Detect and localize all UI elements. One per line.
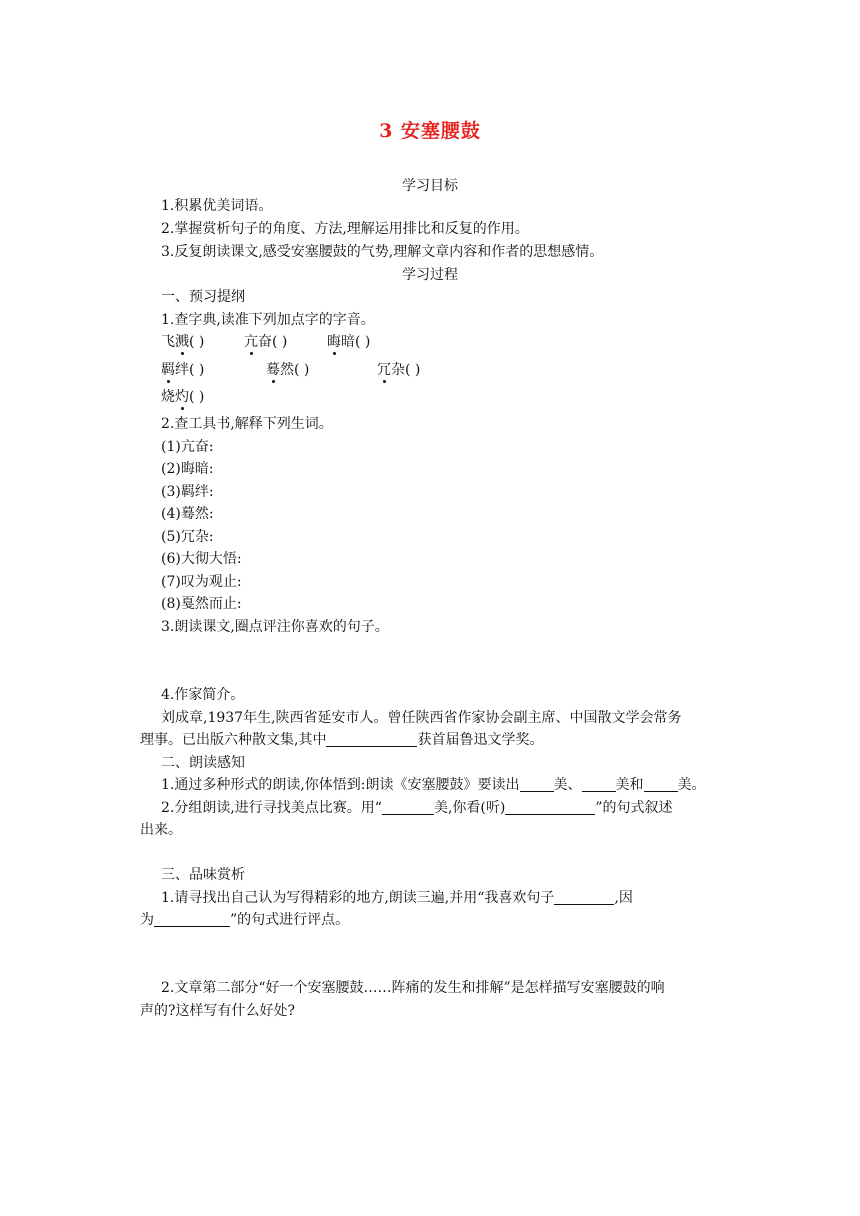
word-item: (4)蓦然: <box>161 506 214 522</box>
section-2-heading: 二、朗读感知 <box>161 755 245 771</box>
goal-2: 2.掌握赏析句子的角度、方法,理解运用排比和反复的作用。 <box>161 221 529 237</box>
question-3-1-cont: 为 ”的句式进行评点。 <box>140 912 350 928</box>
word-item: (1)亢奋: <box>161 439 214 455</box>
author-bio-line-2: 理事。已出版六种散文集,其中 获首届鲁迅文学奖。 <box>140 732 544 748</box>
goals-heading: 学习目标 <box>402 178 458 194</box>
question-2-2-cont: 出来。 <box>140 822 182 838</box>
question-1-1: 1.查字典,读准下列加点字的字音。 <box>161 312 375 328</box>
process-heading: 学习过程 <box>402 267 458 283</box>
pinyin-item: 羁绊( ) <box>161 362 205 378</box>
question-1-4: 4.作家简介。 <box>161 687 245 703</box>
fill-blank <box>154 912 230 927</box>
goal-3: 3.反复朗读课文,感受安塞腰鼓的气势,理解文章内容和作者的思想感情。 <box>161 244 604 260</box>
question-1-2: 2.查工具书,解释下列生词。 <box>161 416 333 432</box>
pinyin-item: 蓦然( ) <box>266 362 310 378</box>
section-3-heading: 三、品味赏析 <box>161 867 245 883</box>
pinyin-item: 飞溅( ) <box>161 334 205 350</box>
pinyin-item: 冗杂( ) <box>377 362 421 378</box>
fill-blank <box>505 800 595 815</box>
fill-blank <box>644 777 678 792</box>
question-1-3: 3.朗读课文,圈点评注你喜欢的句子。 <box>161 619 389 635</box>
word-item: (5)冗杂: <box>161 529 214 545</box>
goal-1: 1.积累优美词语。 <box>161 198 273 214</box>
fill-blank <box>582 777 616 792</box>
word-item: (7)叹为观止: <box>161 574 242 590</box>
pinyin-item: 晦暗( ) <box>327 334 371 350</box>
fill-blank <box>554 890 614 905</box>
section-1-heading: 一、预习提纲 <box>161 289 245 305</box>
fill-blank <box>520 777 554 792</box>
lesson-title: 3 安塞腰鼓 <box>379 120 481 142</box>
word-item: (2)晦暗: <box>161 461 214 477</box>
question-3-2-cont: 声的?这样写有什么好处? <box>140 1003 296 1019</box>
word-item: (3)羁绊: <box>161 484 214 500</box>
pinyin-item: 亢奋( ) <box>244 334 288 350</box>
fill-blank <box>326 732 417 747</box>
word-item: (8)戛然而止: <box>161 596 242 612</box>
question-3-2: 2.文章第二部分“好一个安塞腰鼓……阵痛的发生和排解”是怎样描写安塞腰鼓的响 <box>161 980 665 996</box>
question-3-1: 1.请寻找出自己认为写得精彩的地方,朗读三遍,并用“我喜欢句子 ,因 <box>161 890 633 906</box>
word-item: (6)大彻大悟: <box>161 551 242 567</box>
question-2-2: 2.分组朗读,进行寻找美点比赛。用“ 美,你看(听) ”的句式叙述 <box>161 800 673 816</box>
pinyin-item: 烧灼( ) <box>161 389 205 405</box>
author-bio-line-1: 刘成章,1937年生,陕西省延安市人。曾任陕西省作家协会副主席、中国散文学会常务 <box>161 710 682 726</box>
fill-blank <box>382 800 434 815</box>
question-2-1: 1.通过多种形式的朗读,你体悟到:朗读《安塞腰鼓》要读出 美、 美和 美。 <box>161 777 706 793</box>
